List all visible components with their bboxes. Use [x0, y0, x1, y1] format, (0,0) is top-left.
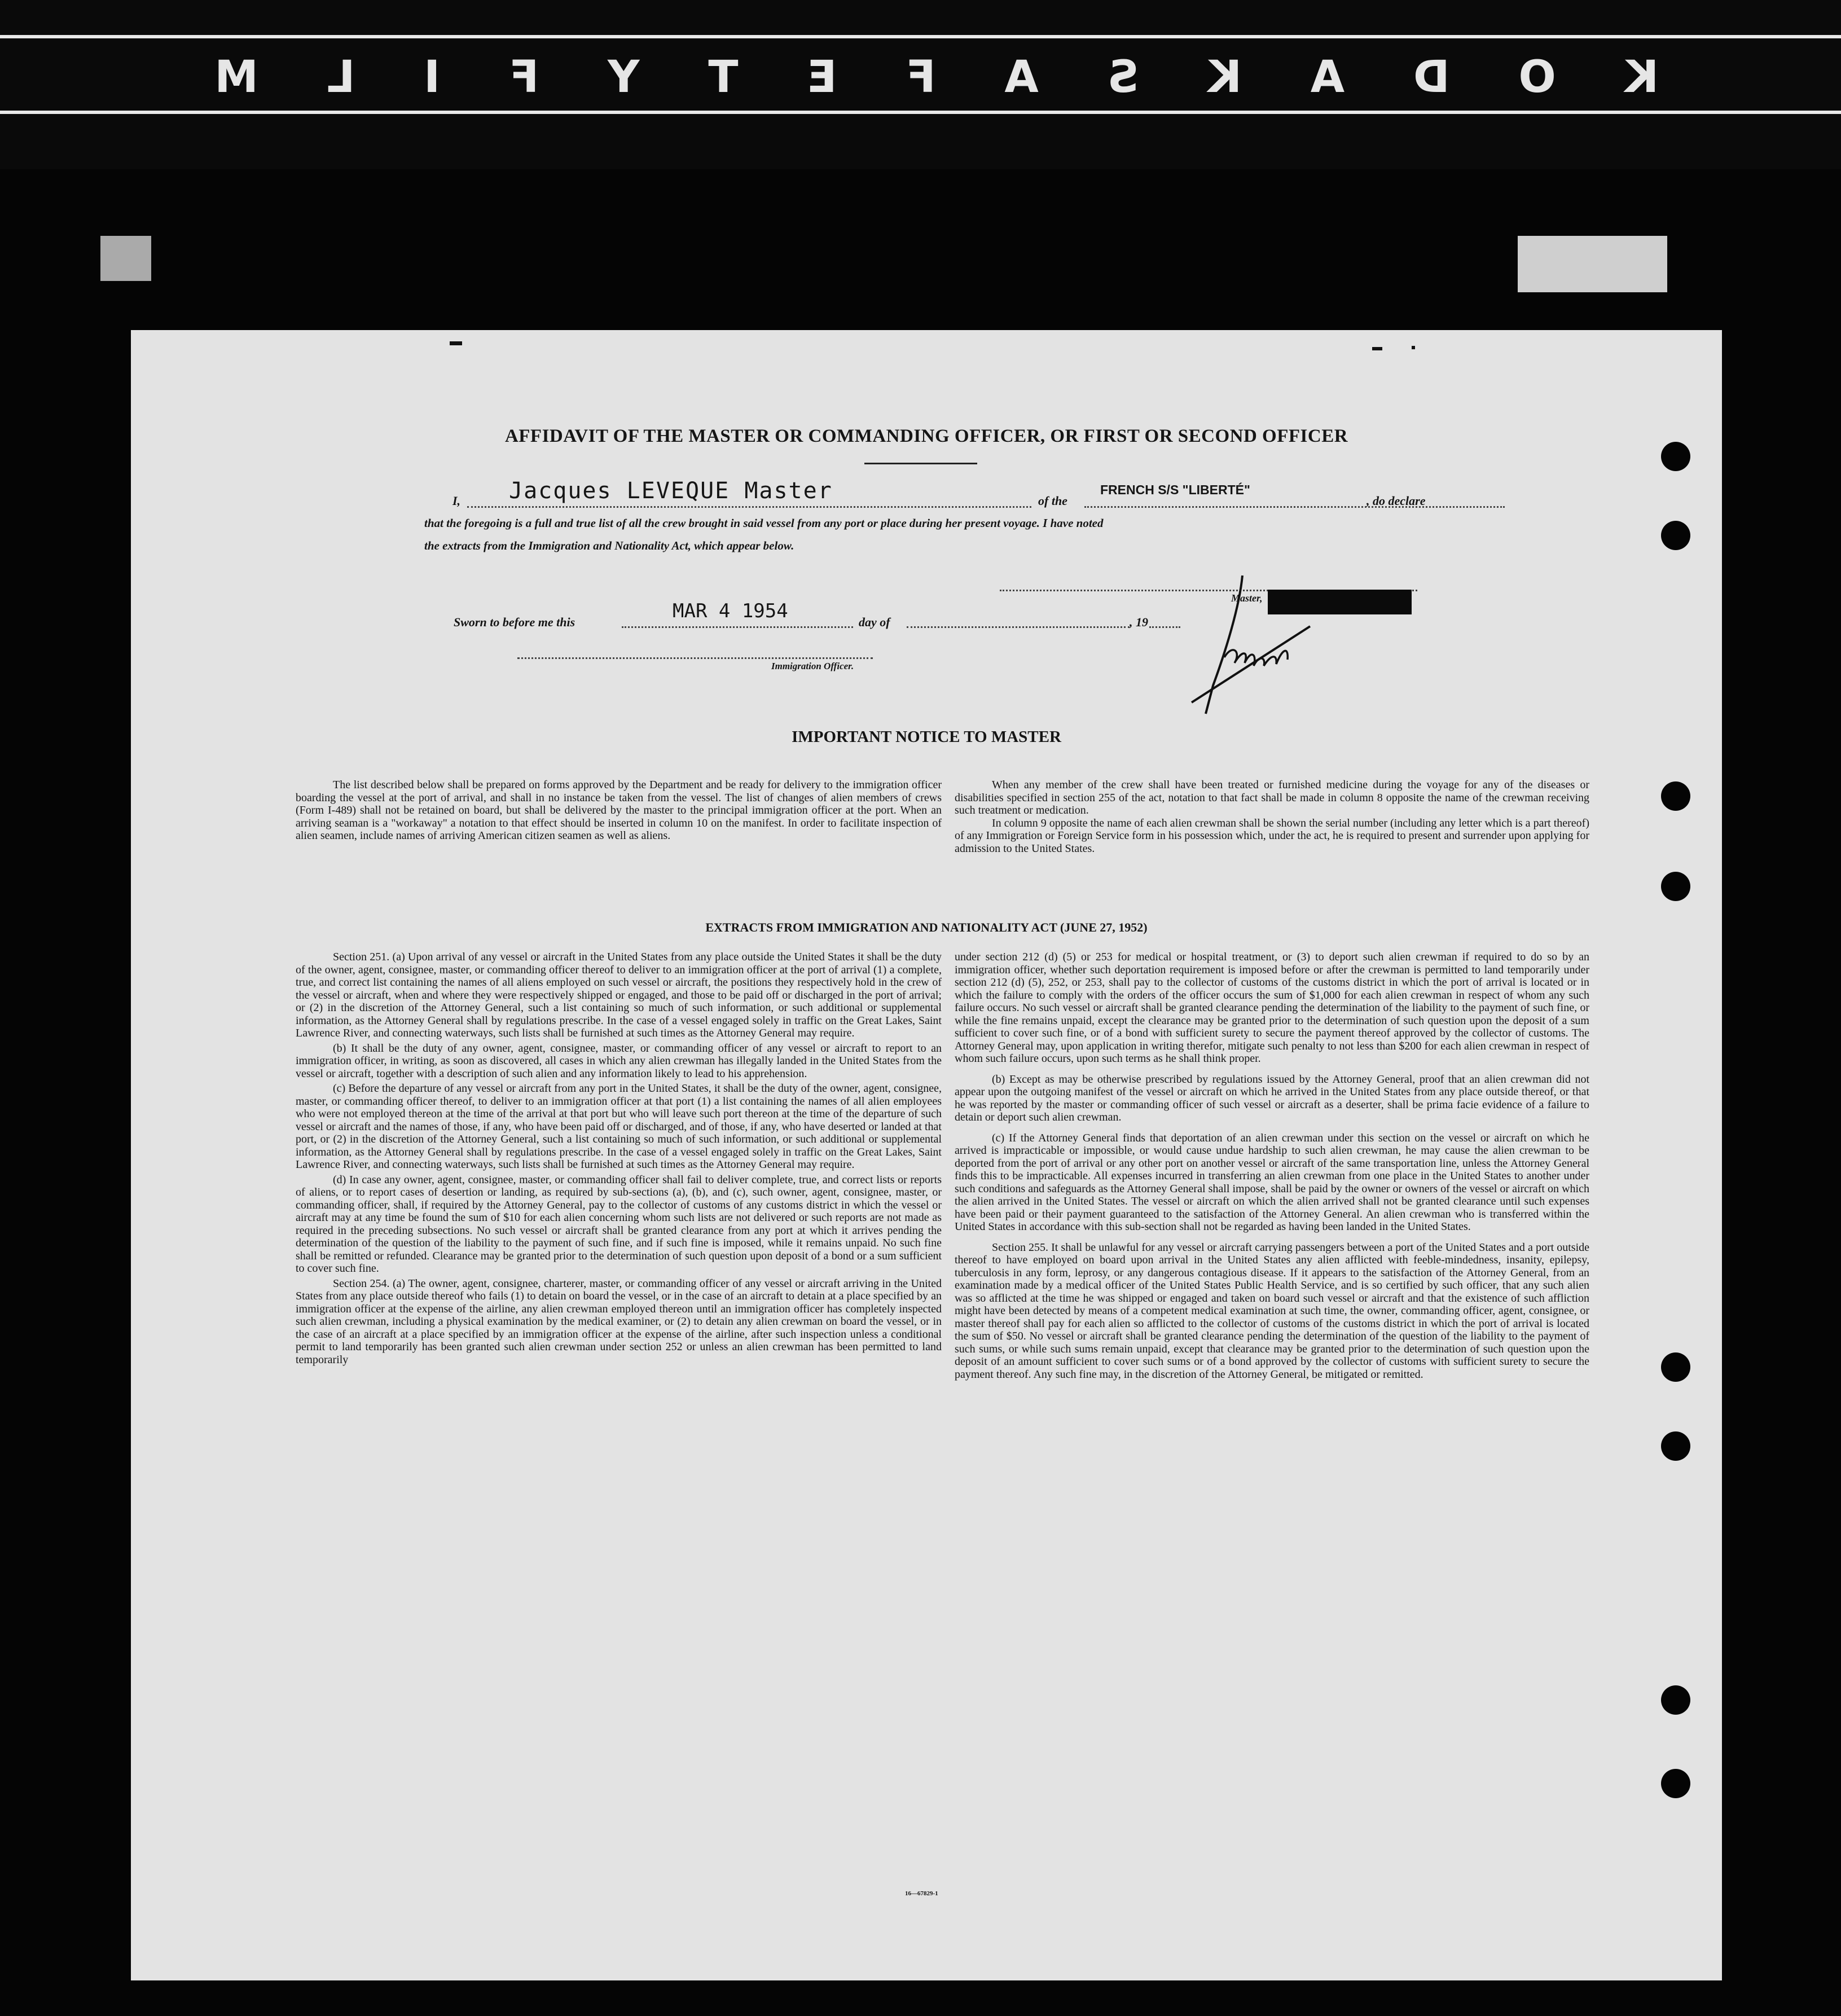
punch-hole — [1661, 1431, 1690, 1461]
speck — [450, 341, 462, 345]
extracts-title: EXTRACTS FROM IMMIGRATION AND NATIONALITY ACT (JUNE 27, 1952) — [705, 920, 1148, 934]
notice-right-paragraph-1: When any member of the crew shall have been treated or furnished medicine during the voyage for any of the diseases or disabilities specified in section 255 of the act, notation to that fact shall be made in column 8 opposite the name of the crewman receiving such treatment or medication. — [955, 779, 1589, 816]
vessel-name: FRENCH S/S "LIBERTÉ" — [1100, 482, 1250, 497]
punch-hole — [1661, 521, 1690, 550]
master-name-line — [467, 506, 1031, 508]
statement-line-1: that the foregoing is a full and true list of all the crew brought in said vessel from any port or place during her present voyage. I have noted — [424, 516, 1104, 530]
film-bottom-line — [0, 111, 1841, 114]
punch-hole — [1661, 1352, 1690, 1382]
notice-right-paragraph-2: In column 9 opposite the name of each alien crewman shall be shown the serial number (including any letter which is a part thereof) of any Immigration or Foreign Service form in his possession which, under the act, he is required to present and surrender upon applying for admission to the United States. — [955, 816, 1589, 855]
year-label: , 19 — [1130, 615, 1148, 629]
affidavit-title: AFFIDAVIT OF THE MASTER OR COMMANDING OFFICER, OR FIRST OR SECOND OFFICER — [504, 426, 1348, 446]
title-rule — [864, 463, 977, 464]
officer-signature-line — [517, 657, 873, 659]
master-label: Master, — [1231, 592, 1263, 604]
vessel-name-line — [1084, 506, 1505, 508]
punch-hole — [1661, 872, 1690, 901]
film-tab-right — [1518, 236, 1667, 292]
film-edge-text: K O D A K S A F E T Y F I L M — [214, 52, 1659, 103]
of-the-label: of the — [1038, 494, 1067, 508]
notice-left-column — [296, 779, 942, 842]
master-name: Jacques LEVEQUE Master — [509, 478, 833, 504]
film-top-line — [0, 35, 1841, 38]
month-line — [907, 626, 1130, 628]
document-page — [131, 330, 1722, 1980]
punch-hole — [1661, 781, 1690, 811]
form-code: 16—67829-1 — [905, 1890, 938, 1897]
section-255: Section 255. It shall be unlawful for any vessel or aircraft carrying passengers between a port of the United States and a port outside thereof to have employed on board upon arrival in the United States any alien afflicted with feeble-mindedness, insanity, epilepsy, tuberculosis in any form, leprosy, or any dangerous contagious disease. If it appears to the satisfaction of the Attorney General, from an examination made by a medical officer of the United States Public Health Service, and is so certified by such officer, that any such alien was so afflicted at the time he was shipped or engaged and taken on board such vessel or aircraft and that the existence of such affliction might have been detected by means of a competent medical examination at such time, the owner, commanding officer, agent, consignee, or master thereof shall pay for each alien so afflicted to the collector of customs of the customs district in which the port of arrival is located the sum of $50. No vessel or aircraft shall be granted clearance pending the determination of the question of the liability to the payment of such sums, or while such sums remain unpaid, except that clearance may be granted prior to the determination of such question upon the deposit of an amount sufficient to cover such sums or of a bond approved by the collector of customs with sufficient surety to secure the payment thereof. Any such fine may, in the discretion of the Attorney General, be mitigated or remitted. — [955, 1241, 1589, 1381]
section-254a: Section 254. (a) The owner, agent, consignee, charterer, master, or commanding officer of any vessel or aircraft arriving in the United States from any place outside thereof who fails (1) to detain on board the vessel, or in the case of an aircraft to detain at a place specified by an immigration officer at the expense of the airline, any alien crewman employed thereon until an immigration officer has completely inspected such alien crewman, including a physical examination by the medical examiner, or (2) to detain any alien crewman on board the vessel, or in the case of an aircraft at a place specified by an immigration officer at the expense of the airline, after such inspection unless a conditional permit to land temporarily has been granted such alien crewman under section 252 or unless an alien crewman has been permitted to land temporarily — [296, 1277, 942, 1366]
extracts-left-column — [296, 951, 942, 1368]
sworn-label: Sworn to before me this — [454, 615, 575, 629]
sworn-date-line — [622, 626, 853, 628]
section-254b: (b) Except as may be otherwise prescribed by regulations issued by the Attorney General, proof that an alien crewman did not appear upon the outgoing manifest of the vessel or aircraft on which he arrived in the United States from any place outside thereof, or that he was reported by the master or commanding officer of such vessel or aircraft as a deserter, shall be prima facie evidence of a failure to detain or deport such alien crewman. — [955, 1073, 1589, 1123]
notice-right-column — [955, 779, 1589, 855]
notice-title: IMPORTANT NOTICE TO MASTER — [792, 728, 1061, 746]
i-label: I, — [452, 494, 461, 508]
speck — [1412, 346, 1415, 349]
film-edge — [0, 0, 1841, 169]
statement-line-2: the extracts from the Immigration and Nationality Act, which appear below. — [424, 539, 794, 552]
section-254c: (c) If the Attorney General finds that deportation of an alien crewman under this section on the vessel or aircraft on which he arrived is impracticable or impossible, or would cause undue hardship to such alien crewman, he may cause the alien crewman to be deported from the port of arrival or any other port on another vessel or aircraft of the same transportation line, unless the Attorney General finds this to be impracticable. All expenses incurred in transferring an alien crewman from one place in the United States to another under such conditions and safeguards as the Attorney General shall impose, shall be paid by the owner or owners of the vessel or aircraft on which the alien arrived in the United States. The vessel or aircraft on which the alien arrived shall not be granted clearance until such expenses have been paid or their payment guaranteed to the satisfaction of the Attorney General. An alien crewman who is transferred within the United States in accordance with this sub-section shall not be regarded as having been landed in the United States. — [955, 1131, 1589, 1233]
speck — [1372, 347, 1382, 350]
day-of-label: day of — [859, 615, 890, 629]
section-251b: (b) It shall be the duty of any owner, agent, consignee, master, or commanding officer of any vessel or aircraft to report to an immigration officer, in writing, as soon as discovered, all cases in which any alien crewman has illegally landed in the United States from the vessel or aircraft, together with a description of such alien and any information likely to lead to his apprehension. — [296, 1042, 942, 1080]
master-signature — [1158, 573, 1350, 719]
section-251a: Section 251. (a) Upon arrival of any vessel or aircraft in the United States from any place outside the United States it shall be the duty of the owner, agent, consignee, master, or commanding officer thereof to deliver to an immigration officer at the port of arrival (1) a complete, true, and correct list containing the names of all aliens employed on such vessel or aircraft, the positions they respectively hold in the crew of the vessel or aircraft, when and where they were respectively shipped or engaged, and those to be paid off or discharged in the port of arrival; or (2) in the discretion of the Attorney General, such a list containing so much of such information, or such additional or supplemental information, as the Attorney General shall by regulations prescribe. In the case of a vessel engaged solely in traffic on the Great Lakes, Saint Lawrence River, and connecting waterways, such lists shall be furnished at such times as the Attorney General may require. — [296, 951, 942, 1039]
notice-left-paragraph: The list described below shall be prepared on forms approved by the Department and be ready for delivery to the immigration officer boarding the vessel at the port of arrival, and shall in no instance be taken from the vessel. The list of changes of alien members of crews (Form I-489) shall not be retained on board, but shall be delivered by the master to the principal immigration officer at the port. When an arriving seaman is a "workaway" a notation to that effect should be inserted in column 10 on the manifest. In order to facilitate inspection of alien seamen, include names of arriving American citizen seamen as well as aliens. — [296, 779, 942, 842]
section-251c: (c) Before the departure of any vessel or aircraft from any port in the United States, it shall be the duty of the owner, agent, consignee, master, or commanding officer thereof, to deliver to an immigration officer at that port (1) a list containing the names of all alien employees who were not employed thereon at the time of the arrival at that port but who will leave such port thereon at the time of the departure of such vessel or aircraft and the names of those, if any, who have been paid off or discharged, and of those, if any, who have deserted or landed at that port, or (2) in the discretion of the Attorney General, such a list containing so much of such information, or such additional or supplemental information, as the Attorney General shall by regulations prescribe. In the case of a vessel engaged solely in traffic on the Great Lakes, Saint Lawrence River, and connecting waterways, such lists shall be furnished at such times as the Attorney General may require. — [296, 1082, 942, 1171]
do-declare-label: , do declare — [1367, 494, 1426, 508]
punch-hole — [1661, 1685, 1690, 1715]
extracts-right-column — [955, 951, 1589, 1383]
officer-label: Immigration Officer. — [771, 661, 854, 671]
punch-hole — [1661, 1769, 1690, 1798]
section-254a-continued: under section 212 (d) (5) or 253 for medical or hospital treatment, or (3) to deport such alien crewman if required to do so by an immigration officer, whether such deportation requirement is imposed before or after the crewman is permitted to land temporarily under section 212 (d) (5), 252, or 253, shall pay to the collector of customs of the customs district in which the port of arrival is located or in which the failure to comply with the orders of the officer occurs the sum of $1,000 for each alien crewman in respect of whom any such failure occurs. No such vessel or aircraft shall be granted clearance pending the determination of the liability to the payment of such fine, or while the fine remains unpaid, except the clearance may be granted prior to the determination of such question upon the deposit of a sum sufficient to cover such fine, or of a bond with sufficient surety to secure the payment thereof approved by the collector of customs. The Attorney General may, upon application in writing therefor, mitigate such penalty to not less than $200 for each alien crewman in respect of whom such failure occurs, upon such terms as he shall think proper. — [955, 951, 1589, 1065]
section-251d: (d) In case any owner, agent, consignee, master, or commanding officer shall fail to deliver complete, true, and correct lists or reports of aliens, or to report cases of desertion or landing, as required by sub-sections (a), (b), and (c), such owner, agent, consignee, master, or commanding officer, shall, if required by the Attorney General, pay to the collector of customs of any customs district in which the vessel or aircraft may at any time be found the sum of $10 for each alien concerning whom such lists are not delivered or such reports are not made as required in the preceding subsections. No such vessel or aircraft shall be granted clearance from any port at which it arrives pending the determination of the question of the liability to the payment of such fine, and if such fine is imposed, while it remains unpaid. No such fine shall be remitted or refunded. Clearance may be granted prior to the determination of such question upon deposit of a bond or a sum sufficient to cover such fine. — [296, 1173, 942, 1275]
sworn-date-stamp: MAR 4 1954 — [673, 600, 788, 622]
film-tab-left — [100, 236, 151, 281]
